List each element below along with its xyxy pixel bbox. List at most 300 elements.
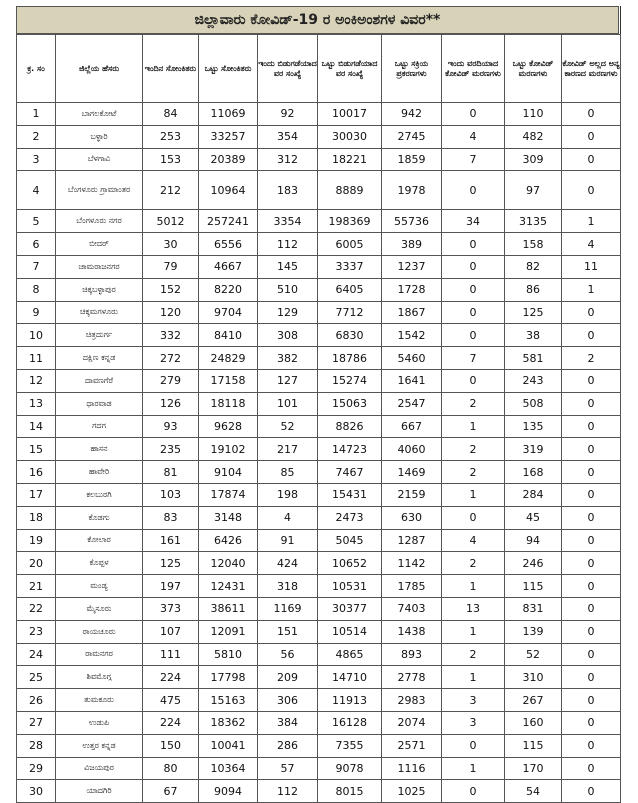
table-cell: 198369 <box>318 210 382 233</box>
table-cell: 7 <box>442 347 505 370</box>
table-cell: 2 <box>442 552 505 575</box>
table-row <box>17 483 621 506</box>
table-row <box>17 369 621 392</box>
table-row <box>17 233 621 256</box>
table-cell: 9078 <box>318 757 382 780</box>
table-cell: 2745 <box>382 125 442 148</box>
table-cell: 7712 <box>318 301 382 324</box>
table-cell: 0 <box>562 689 621 712</box>
table-cell: 0 <box>562 483 621 506</box>
table-row <box>17 757 621 780</box>
table-cell: 9704 <box>199 301 258 324</box>
table-cell: 125 <box>505 301 562 324</box>
table-cell: 85 <box>258 461 318 484</box>
district-name-cell: ಬೀದರ್ <box>56 233 143 256</box>
table-cell: 279 <box>143 369 199 392</box>
table-cell: 2 <box>442 643 505 666</box>
table-cell: 126 <box>143 392 199 415</box>
table-cell: 4 <box>258 506 318 529</box>
table-cell: 2 <box>442 461 505 484</box>
table-cell: 15163 <box>199 689 258 712</box>
table-cell: 3 <box>442 711 505 734</box>
table-cell: 197 <box>143 575 199 598</box>
table-cell: 2 <box>17 125 56 148</box>
table-cell: 212 <box>143 171 199 210</box>
table-cell: 115 <box>505 734 562 757</box>
table-cell: 306 <box>258 689 318 712</box>
table-cell: 8410 <box>199 324 258 347</box>
table-cell: 5045 <box>318 529 382 552</box>
table-cell: 10652 <box>318 552 382 575</box>
table-cell: 0 <box>562 324 621 347</box>
table-cell: 92 <box>258 103 318 126</box>
column-header: ಒಟ್ಟು ಸೋಂಕಿತರು <box>199 35 258 103</box>
table-cell: 0 <box>562 392 621 415</box>
table-cell: 17798 <box>199 666 258 689</box>
district-name-cell: ಹಾವೇರಿ <box>56 461 143 484</box>
table-cell: 0 <box>562 369 621 392</box>
table-cell: 2473 <box>318 506 382 529</box>
table-cell: 120 <box>143 301 199 324</box>
table-cell: 2983 <box>382 689 442 712</box>
table-cell: 286 <box>258 734 318 757</box>
column-header: ಕೋವಿಡ್ ಅಲ್ಲದ ಅನ್ಯ ಕಾರಣದ ಮರಣಗಳು <box>562 35 621 103</box>
table-cell: 30030 <box>318 125 382 148</box>
table-cell: 6830 <box>318 324 382 347</box>
column-header: ಜಿಲ್ಲೆಯ ಹೆಸರು <box>56 35 143 103</box>
table-row <box>17 438 621 461</box>
table-cell: 158 <box>505 233 562 256</box>
district-name-cell: ರಾಯಚೂರು <box>56 620 143 643</box>
table-cell: 482 <box>505 125 562 148</box>
district-name-cell: ಕೋಲಾರ <box>56 529 143 552</box>
table-cell: 2159 <box>382 483 442 506</box>
table-cell: 16 <box>17 461 56 484</box>
column-header: ಇಂದು ವರದಿಯಾದ ಕೋವಿಡ್ ಮರಣಗಳು <box>442 35 505 103</box>
table-cell: 15 <box>17 438 56 461</box>
table-cell: 20 <box>17 552 56 575</box>
table-row <box>17 461 621 484</box>
table-cell: 2 <box>442 438 505 461</box>
table-cell: 18786 <box>318 347 382 370</box>
district-name-cell: ಹಾಸನ <box>56 438 143 461</box>
table-cell: 2074 <box>382 711 442 734</box>
district-name-cell: ಕೊಪ್ಪಳ <box>56 552 143 575</box>
table-cell: 0 <box>442 255 505 278</box>
district-name-cell: ಧಾರವಾಡ <box>56 392 143 415</box>
table-header-row <box>17 35 621 103</box>
table-cell: 11913 <box>318 689 382 712</box>
table-cell: 235 <box>143 438 199 461</box>
district-name-cell: ಬೆಳಗಾವಿ <box>56 148 143 171</box>
district-name-cell: ಚಿತ್ರದುರ್ಗ <box>56 324 143 347</box>
table-cell: 12040 <box>199 552 258 575</box>
table-cell: 55736 <box>382 210 442 233</box>
table-cell: 7355 <box>318 734 382 757</box>
table-cell: 9104 <box>199 461 258 484</box>
district-name-cell: ಮೈಸೂರು <box>56 597 143 620</box>
table-cell: 34 <box>442 210 505 233</box>
district-name-cell: ಮಂಡ್ಯ <box>56 575 143 598</box>
table-cell: 24829 <box>199 347 258 370</box>
table-cell: 6 <box>17 233 56 256</box>
table-cell: 312 <box>258 148 318 171</box>
table-cell: 0 <box>562 780 621 803</box>
table-cell: 145 <box>258 255 318 278</box>
table-row <box>17 620 621 643</box>
table-cell: 8826 <box>318 415 382 438</box>
district-name-cell: ಬಾಗಲಕೋಟೆ <box>56 103 143 126</box>
table-cell: 0 <box>442 369 505 392</box>
table-cell: 4 <box>442 125 505 148</box>
table-cell: 4 <box>17 171 56 210</box>
table-cell: 52 <box>505 643 562 666</box>
table-cell: 1 <box>442 620 505 643</box>
table-cell: 18362 <box>199 711 258 734</box>
table-cell: 1 <box>562 278 621 301</box>
table-cell: 0 <box>562 171 621 210</box>
table-cell: 0 <box>562 620 621 643</box>
district-name-cell: ದಕ್ಷಿಣ ಕನ್ನಡ <box>56 347 143 370</box>
table-cell: 10531 <box>318 575 382 598</box>
table-cell: 168 <box>505 461 562 484</box>
table-row <box>17 711 621 734</box>
table-cell: 1978 <box>382 171 442 210</box>
table-cell: 5810 <box>199 643 258 666</box>
table-cell: 246 <box>505 552 562 575</box>
table-cell: 0 <box>562 103 621 126</box>
table-cell: 20389 <box>199 148 258 171</box>
table-cell: 272 <box>143 347 199 370</box>
table-cell: 25 <box>17 666 56 689</box>
table-cell: 831 <box>505 597 562 620</box>
table-cell: 38 <box>505 324 562 347</box>
table-cell: 18221 <box>318 148 382 171</box>
table-cell: 3 <box>442 689 505 712</box>
table-cell: 4667 <box>199 255 258 278</box>
district-name-cell: ಯಾದಗಿರಿ <box>56 780 143 803</box>
table-cell: 308 <box>258 324 318 347</box>
table-cell: 6005 <box>318 233 382 256</box>
table-cell: 1438 <box>382 620 442 643</box>
table-cell: 581 <box>505 347 562 370</box>
table-cell: 83 <box>143 506 199 529</box>
table-cell: 80 <box>143 757 199 780</box>
table-cell: 103 <box>143 483 199 506</box>
table-cell: 56 <box>258 643 318 666</box>
table-row <box>17 125 621 148</box>
table-cell: 2547 <box>382 392 442 415</box>
table-cell: 183 <box>258 171 318 210</box>
table-row <box>17 643 621 666</box>
table-cell: 5460 <box>382 347 442 370</box>
table-cell: 3354 <box>258 210 318 233</box>
table-cell: 2 <box>442 392 505 415</box>
table-cell: 5 <box>17 210 56 233</box>
table-cell: 309 <box>505 148 562 171</box>
column-header: ಒಟ್ಟು ಸಕ್ರಿಯ ಪ್ರಕರಣಗಳು <box>382 35 442 103</box>
table-cell: 107 <box>143 620 199 643</box>
table-cell: 0 <box>442 780 505 803</box>
district-name-cell: ಗದಗ <box>56 415 143 438</box>
table-cell: 24 <box>17 643 56 666</box>
table-cell: 26 <box>17 689 56 712</box>
table-cell: 101 <box>258 392 318 415</box>
table-cell: 0 <box>442 324 505 347</box>
table-cell: 217 <box>258 438 318 461</box>
district-name-cell: ಚಾಮರಾಜನಗರ <box>56 255 143 278</box>
table-row <box>17 103 621 126</box>
district-name-cell: ಬಳ್ಳಾರಿ <box>56 125 143 148</box>
table-cell: 310 <box>505 666 562 689</box>
table-cell: 115 <box>505 575 562 598</box>
table-row <box>17 324 621 347</box>
table-cell: 0 <box>562 757 621 780</box>
table-row <box>17 347 621 370</box>
table-cell: 209 <box>258 666 318 689</box>
table-cell: 4 <box>442 529 505 552</box>
table-cell: 0 <box>562 506 621 529</box>
table-cell: 0 <box>442 233 505 256</box>
table-cell: 14 <box>17 415 56 438</box>
table-cell: 253 <box>143 125 199 148</box>
table-cell: 1 <box>442 666 505 689</box>
table-cell: 10514 <box>318 620 382 643</box>
table-cell: 82 <box>505 255 562 278</box>
table-cell: 10017 <box>318 103 382 126</box>
table-cell: 15274 <box>318 369 382 392</box>
table-row <box>17 666 621 689</box>
table-cell: 84 <box>143 103 199 126</box>
table-cell: 12091 <box>199 620 258 643</box>
table-cell: 1 <box>442 757 505 780</box>
table-cell: 2 <box>562 347 621 370</box>
table-cell: 475 <box>143 689 199 712</box>
table-cell: 129 <box>258 301 318 324</box>
table-cell: 1142 <box>382 552 442 575</box>
table-cell: 15431 <box>318 483 382 506</box>
table-cell: 17158 <box>199 369 258 392</box>
table-cell: 8220 <box>199 278 258 301</box>
table-cell: 17 <box>17 483 56 506</box>
table-cell: 10964 <box>199 171 258 210</box>
table-cell: 22 <box>17 597 56 620</box>
table-cell: 0 <box>442 734 505 757</box>
table-cell: 0 <box>562 711 621 734</box>
district-name-cell: ಚಿಕ್ಕಮಗಳೂರು <box>56 301 143 324</box>
district-name-cell: ಉತ್ತರ ಕನ್ನಡ <box>56 734 143 757</box>
table-cell: 11069 <box>199 103 258 126</box>
table-cell: 94 <box>505 529 562 552</box>
table-row <box>17 552 621 575</box>
table-row <box>17 575 621 598</box>
table-body <box>17 103 621 803</box>
table-cell: 153 <box>143 148 199 171</box>
table-cell: 0 <box>562 643 621 666</box>
table-cell: 13 <box>442 597 505 620</box>
table-cell: 112 <box>258 780 318 803</box>
table-cell: 893 <box>382 643 442 666</box>
table-cell: 12 <box>17 369 56 392</box>
table-cell: 54 <box>505 780 562 803</box>
table-cell: 18118 <box>199 392 258 415</box>
table-cell: 91 <box>258 529 318 552</box>
table-cell: 10041 <box>199 734 258 757</box>
table-cell: 424 <box>258 552 318 575</box>
table-cell: 1169 <box>258 597 318 620</box>
district-name-cell: ರಾಮನಗರ <box>56 643 143 666</box>
table-cell: 67 <box>143 780 199 803</box>
table-cell: 1 <box>442 483 505 506</box>
table-row <box>17 255 621 278</box>
table-cell: 0 <box>442 301 505 324</box>
table-cell: 2571 <box>382 734 442 757</box>
table-cell: 28 <box>17 734 56 757</box>
table-cell: 19102 <box>199 438 258 461</box>
table-cell: 13 <box>17 392 56 415</box>
table-cell: 1867 <box>382 301 442 324</box>
table-cell: 30 <box>17 780 56 803</box>
table-cell: 152 <box>143 278 199 301</box>
table-row <box>17 780 621 803</box>
table-cell: 18 <box>17 506 56 529</box>
table-cell: 0 <box>562 461 621 484</box>
table-cell: 198 <box>258 483 318 506</box>
table-cell: 0 <box>562 415 621 438</box>
table-cell: 9094 <box>199 780 258 803</box>
table-cell: 52 <box>258 415 318 438</box>
table-row <box>17 210 621 233</box>
table-cell: 93 <box>143 415 199 438</box>
table-cell: 7467 <box>318 461 382 484</box>
table-cell: 6426 <box>199 529 258 552</box>
table-row <box>17 301 621 324</box>
table-cell: 0 <box>442 171 505 210</box>
table-cell: 110 <box>505 103 562 126</box>
table-cell: 0 <box>562 125 621 148</box>
table-cell: 7403 <box>382 597 442 620</box>
table-cell: 11 <box>562 255 621 278</box>
table-cell: 267 <box>505 689 562 712</box>
table-cell: 45 <box>505 506 562 529</box>
table-row <box>17 278 621 301</box>
column-header: ಒಟ್ಟು ಬಿಡುಗಡೆಯಾದ ವರ ಸಂಖ್ಯೆ <box>318 35 382 103</box>
table-cell: 1 <box>17 103 56 126</box>
table-row <box>17 597 621 620</box>
table-cell: 150 <box>143 734 199 757</box>
table-row <box>17 689 621 712</box>
table-cell: 33257 <box>199 125 258 148</box>
district-name-cell: ಕಲಬುರಗಿ <box>56 483 143 506</box>
table-cell: 3135 <box>505 210 562 233</box>
table-cell: 354 <box>258 125 318 148</box>
table-cell: 19 <box>17 529 56 552</box>
table-cell: 1 <box>442 415 505 438</box>
table-cell: 3337 <box>318 255 382 278</box>
table-cell: 0 <box>562 438 621 461</box>
table-cell: 81 <box>143 461 199 484</box>
page-title: ಜಿಲ್ಲಾವಾರು ಕೋವಿಡ್‌-19 ರ ಅಂಕಿಅಂಶಗಳ ವಿವರ** <box>16 6 619 34</box>
table-cell: 224 <box>143 711 199 734</box>
district-name-cell: ಕೊಡಗು <box>56 506 143 529</box>
table-cell: 1287 <box>382 529 442 552</box>
table-row <box>17 148 621 171</box>
district-name-cell: ಬೆಂಗಳೂರು ನಗರ <box>56 210 143 233</box>
table-row <box>17 415 621 438</box>
table-cell: 0 <box>442 506 505 529</box>
table-cell: 14710 <box>318 666 382 689</box>
table-cell: 319 <box>505 438 562 461</box>
table-cell: 170 <box>505 757 562 780</box>
table-cell: 0 <box>562 552 621 575</box>
table-cell: 112 <box>258 233 318 256</box>
table-cell: 7 <box>442 148 505 171</box>
table-cell: 389 <box>382 233 442 256</box>
table-cell: 1116 <box>382 757 442 780</box>
table-cell: 1785 <box>382 575 442 598</box>
table-cell: 332 <box>143 324 199 347</box>
table-cell: 14723 <box>318 438 382 461</box>
district-name-cell: ದಾವಣಗೆರೆ <box>56 369 143 392</box>
table-cell: 0 <box>562 666 621 689</box>
table-cell: 1641 <box>382 369 442 392</box>
table-cell: 382 <box>258 347 318 370</box>
table-cell: 1728 <box>382 278 442 301</box>
table-cell: 12431 <box>199 575 258 598</box>
table-cell: 135 <box>505 415 562 438</box>
table-row <box>17 171 621 210</box>
table-cell: 4060 <box>382 438 442 461</box>
table-cell: 97 <box>505 171 562 210</box>
table-cell: 8889 <box>318 171 382 210</box>
column-header: ಇಂದು ಬಿಡುಗಡೆಯಾದ ವರ ಸಂಖ್ಯೆ <box>258 35 318 103</box>
table-cell: 23 <box>17 620 56 643</box>
table-cell: 6405 <box>318 278 382 301</box>
table-cell: 27 <box>17 711 56 734</box>
table-cell: 1542 <box>382 324 442 347</box>
table-cell: 510 <box>258 278 318 301</box>
table-cell: 79 <box>143 255 199 278</box>
table-row <box>17 734 621 757</box>
table-cell: 21 <box>17 575 56 598</box>
table-cell: 0 <box>562 301 621 324</box>
table-cell: 8 <box>17 278 56 301</box>
table-cell: 6556 <box>199 233 258 256</box>
table-cell: 1025 <box>382 780 442 803</box>
table-cell: 284 <box>505 483 562 506</box>
table-cell: 0 <box>442 103 505 126</box>
table-cell: 8015 <box>318 780 382 803</box>
table-cell: 139 <box>505 620 562 643</box>
table-cell: 2778 <box>382 666 442 689</box>
district-name-cell: ಬೆಂಗಳೂರು ಗ್ರಾಮಾಂತರ <box>56 171 143 210</box>
table-cell: 1469 <box>382 461 442 484</box>
table-cell: 30377 <box>318 597 382 620</box>
table-cell: 1 <box>562 210 621 233</box>
table-cell: 3 <box>17 148 56 171</box>
table-cell: 15063 <box>318 392 382 415</box>
table-row <box>17 506 621 529</box>
table-cell: 942 <box>382 103 442 126</box>
table-row <box>17 529 621 552</box>
table-cell: 243 <box>505 369 562 392</box>
table-cell: 151 <box>258 620 318 643</box>
table-cell: 160 <box>505 711 562 734</box>
table-cell: 7 <box>17 255 56 278</box>
table-cell: 630 <box>382 506 442 529</box>
table-cell: 30 <box>143 233 199 256</box>
table-cell: 38611 <box>199 597 258 620</box>
